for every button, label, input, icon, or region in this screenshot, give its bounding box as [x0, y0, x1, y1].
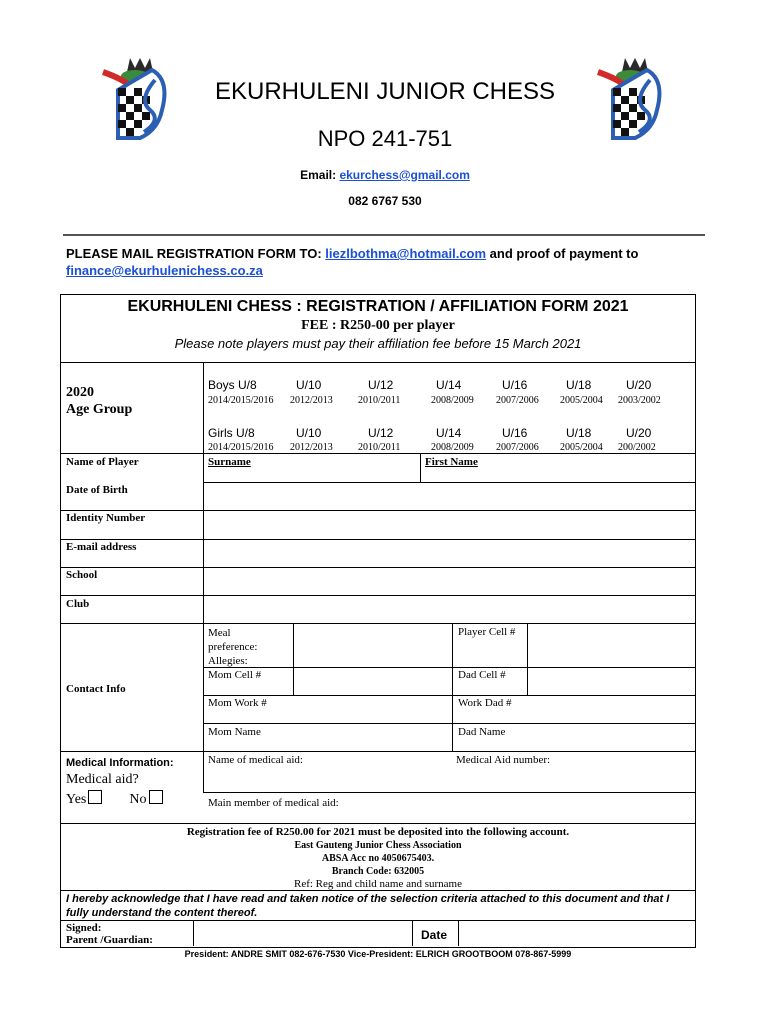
club-label: Club [66, 598, 90, 610]
girls-group-label[interactable]: Girls U/8 [208, 426, 255, 440]
payment-reference: Ref: Reg and child name and surname [293, 878, 462, 890]
footer-officials: President: ANDRE SMIT 082-676-7530 Vice-President: ELRICH GROOTBOOM 078-867-5999 [184, 949, 572, 959]
yes-checkbox[interactable] [88, 790, 102, 804]
acknowledgement-text: I hereby acknowledge that I have read and taken notice of the selection criteria attached to this document and that I fully understand the content thereof. [66, 893, 670, 919]
date-label: Date [421, 928, 448, 942]
girls-group-years: 2010/2011 [358, 442, 401, 453]
medical-aid-number-label: Medical Aid number: [456, 754, 551, 766]
boys-group-label[interactable]: U/14 [436, 378, 462, 392]
dad-cell-label: Dad Cell # [458, 669, 506, 681]
girls-group-label[interactable]: U/20 [626, 426, 652, 440]
boys-group-years: 2014/2015/2016 [208, 395, 274, 406]
email-address-label: E-mail address [66, 541, 137, 553]
school-label: School [66, 569, 98, 581]
girls-group-label[interactable]: U/12 [368, 426, 394, 440]
girls-group-years: 200/2002 [618, 442, 656, 453]
header-divider [63, 234, 705, 236]
divider [452, 623, 453, 751]
medical-aid-options [66, 790, 163, 808]
boys-group-label[interactable]: U/20 [626, 378, 652, 392]
dob-label: Date of Birth [66, 484, 128, 496]
divider [203, 667, 696, 668]
signature-label [66, 922, 153, 946]
registration-fee-text: Registration fee of R250.00 for 2021 must be deposited into the following account. [186, 826, 570, 838]
meal-preference-label: Meal preference: Allegies: [208, 627, 258, 667]
branch-code: Branch Code: 632005 [331, 866, 425, 877]
id-number-label: Identity Number [66, 512, 146, 524]
medical-info-label: Medical Information: [66, 757, 174, 769]
girls-group-label[interactable]: U/10 [296, 426, 322, 440]
divider [412, 920, 413, 946]
dob-input[interactable] [204, 483, 695, 510]
age-group-label: Age Group [66, 402, 133, 417]
player-cell-input[interactable] [528, 624, 695, 666]
name-of-player-label: Name of Player [66, 456, 139, 468]
player-cell-label: Player Cell # [458, 626, 516, 638]
school-input[interactable] [204, 568, 695, 595]
medical-aid-question: Medical aid? [66, 772, 139, 787]
dad-name-label: Dad Name [458, 726, 506, 738]
girls-group-years: 2005/2004 [560, 442, 603, 453]
club-input[interactable] [204, 596, 695, 623]
divider [203, 792, 696, 793]
bank-account-number: ABSA Acc no 4050675403. [321, 853, 435, 864]
id-number-input[interactable] [204, 511, 695, 539]
contact-phone: 082 6767 530 [348, 194, 422, 208]
age-group-heading [66, 384, 132, 418]
boys-group-years: 2003/2002 [618, 395, 661, 406]
mail-notice-prefix: PLEASE MAIL REGISTRATION FORM TO: [66, 246, 322, 261]
boys-group-years: 2008/2009 [431, 395, 474, 406]
boys-group-years: 2007/2006 [496, 395, 539, 406]
girls-group-label[interactable]: U/16 [502, 426, 528, 440]
divider [203, 723, 696, 724]
boys-group-years: 2012/2013 [290, 395, 333, 406]
first-name-field[interactable]: First Name [425, 456, 478, 468]
mom-work-label: Mom Work # [208, 697, 267, 709]
contact-info-label: Contact Info [66, 683, 126, 695]
page-title: EKURHULENI JUNIOR CHESS [214, 78, 556, 105]
no-checkbox[interactable] [149, 790, 163, 804]
age-group-year: 2020 [66, 385, 94, 400]
boys-group-years: 2005/2004 [560, 395, 603, 406]
divider [293, 667, 294, 695]
fee-text: FEE : R250-00 per player [301, 318, 455, 333]
boys-group-label[interactable]: U/12 [368, 378, 394, 392]
boys-group-label[interactable]: U/16 [502, 378, 528, 392]
email-label: Email: [300, 168, 337, 182]
signature-input[interactable] [194, 921, 412, 946]
date-input[interactable] [459, 921, 695, 946]
girls-group-years: 2007/2006 [496, 442, 539, 453]
form-title: EKURHULENI CHESS : REGISTRATION / AFFILIATION FORM 2021 [127, 298, 629, 315]
girls-group-label[interactable]: U/14 [436, 426, 462, 440]
bank-account-name: East Gauteng Junior Chess Association [294, 840, 462, 851]
mail-email-link[interactable]: liezlbothma@hotmail.com [325, 246, 487, 261]
mail-notice [66, 245, 706, 279]
work-dad-label: Work Dad # [458, 697, 512, 709]
email-address-input[interactable] [204, 540, 695, 567]
parent-guardian-label: Parent /Guardian: [66, 934, 153, 946]
divider [60, 751, 696, 752]
boys-group-years: 2010/2011 [358, 395, 401, 406]
no-label: No [129, 792, 147, 807]
boys-group-label[interactable]: U/18 [566, 378, 592, 392]
girls-group-years: 2008/2009 [431, 442, 474, 453]
fee-deadline-note: Please note players must pay their affiliation fee before 15 March 2021 [174, 336, 582, 351]
divider [203, 695, 696, 696]
boys-group-label[interactable]: U/10 [296, 378, 322, 392]
divider [60, 362, 696, 363]
contact-email [0, 168, 770, 182]
mom-cell-label: Mom Cell # [208, 669, 262, 681]
girls-group-years: 2012/2013 [290, 442, 333, 453]
surname-field[interactable]: Surname [208, 456, 251, 468]
divider [527, 667, 528, 695]
medical-aid-name-label: Name of medical aid: [208, 754, 303, 766]
email-link[interactable]: ekurchess@gmail.com [339, 168, 470, 182]
divider [293, 623, 294, 667]
girls-group-years: 2014/2015/2016 [208, 442, 274, 453]
girls-group-label[interactable]: U/18 [566, 426, 592, 440]
divider [420, 453, 421, 482]
finance-email-link[interactable]: finance@ekurhulenichess.co.za [66, 263, 263, 278]
yes-label: Yes [66, 792, 87, 807]
divider [60, 823, 696, 824]
divider [60, 453, 696, 454]
npo-number: NPO 241-751 [317, 126, 453, 151]
boys-group-label[interactable]: Boys U/8 [208, 378, 257, 392]
divider [60, 890, 696, 891]
mom-name-label: Mom Name [208, 726, 261, 738]
main-member-label: Main member of medical aid: [208, 797, 339, 809]
mail-notice-middle: and proof of payment to [489, 246, 639, 261]
signed-label: Signed: [66, 922, 102, 934]
